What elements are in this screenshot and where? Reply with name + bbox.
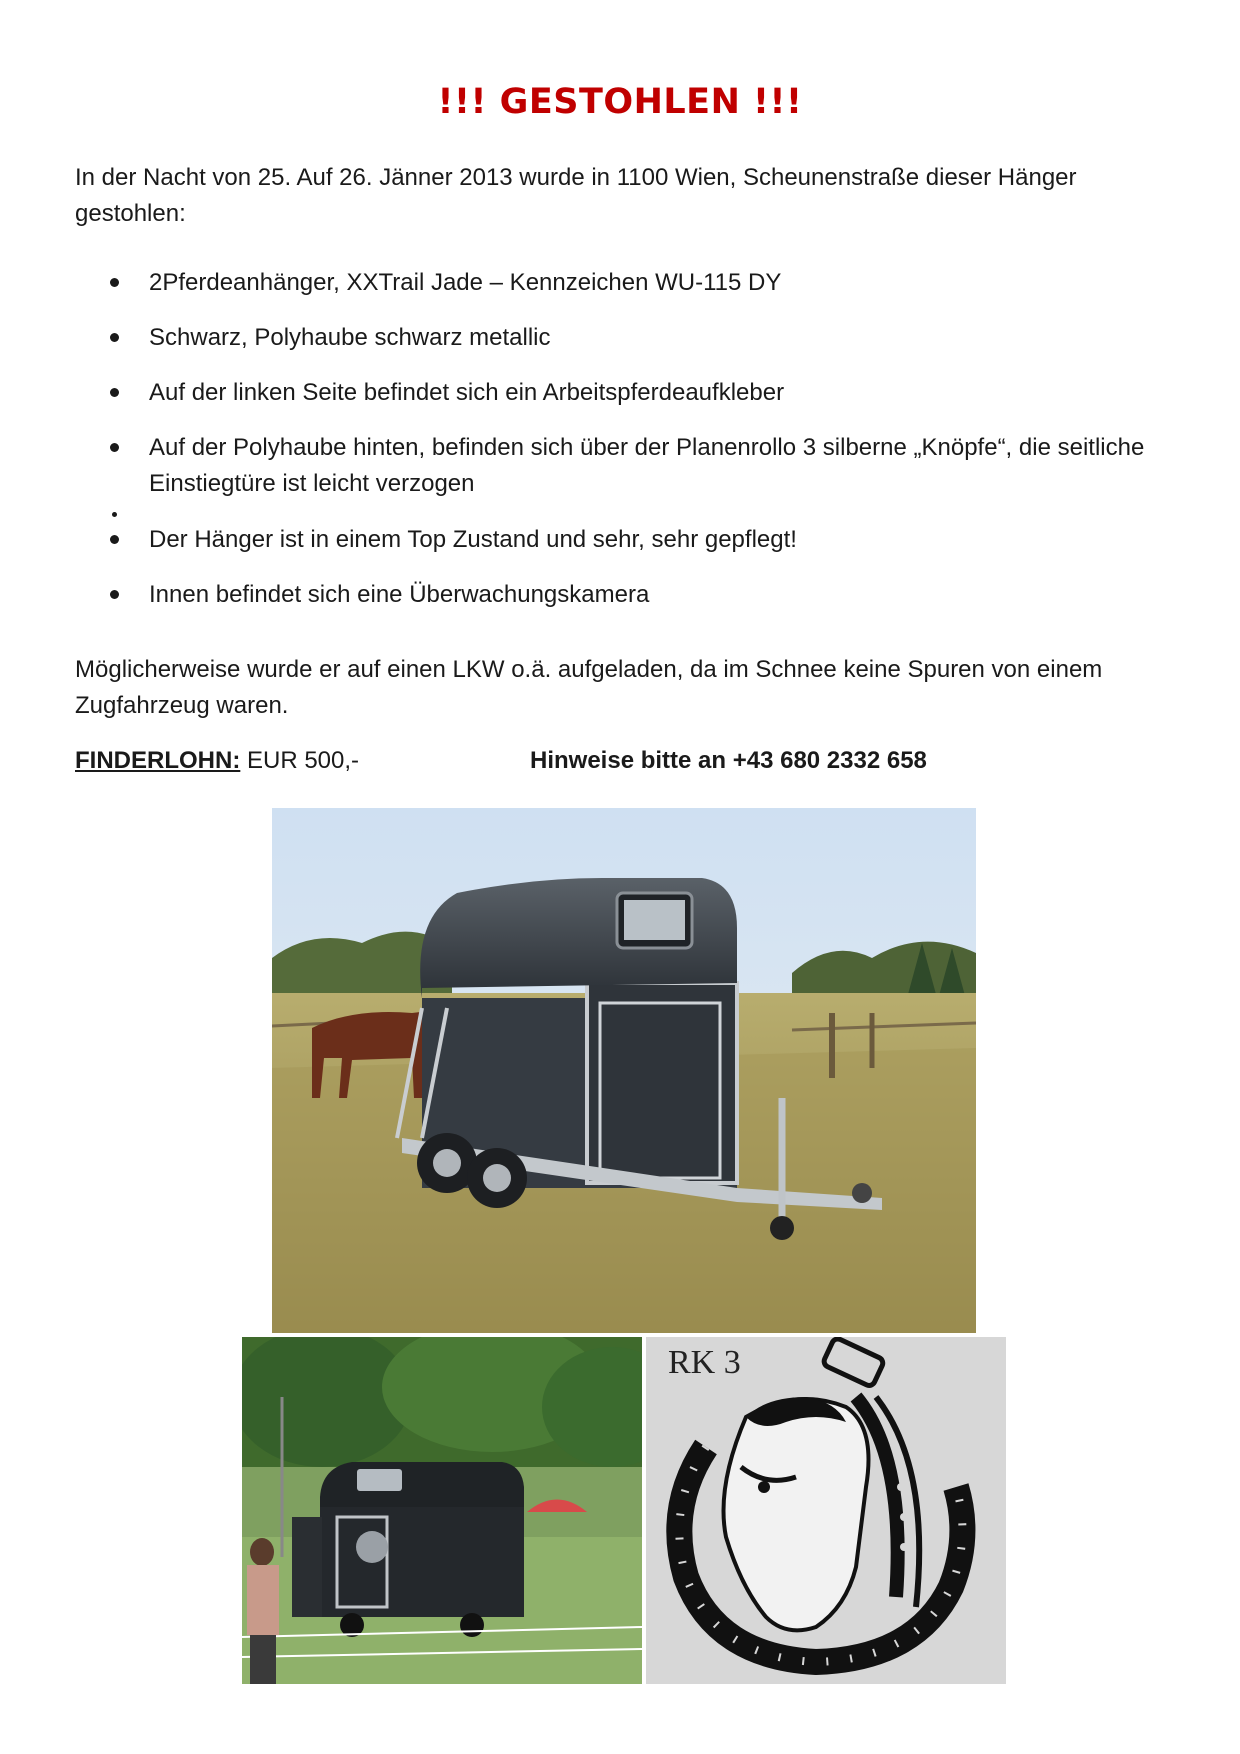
bullet-icon bbox=[110, 333, 119, 342]
page-title: !!! GESTOHLEN !!! bbox=[437, 82, 803, 122]
intro-paragraph: In der Nacht von 25. Auf 26. Jänner 2013 wurde in 1100 Wien, Scheunenstraße dieser Hänger gestohlen: bbox=[75, 164, 1077, 227]
note-paragraph: Möglicherweise wurde er auf einen LKW o.ä. aufgeladen, da im Schnee keine Spuren von einem Zugfahrzeug waren. bbox=[75, 656, 1103, 719]
trailer-photo bbox=[272, 808, 976, 1333]
bullet-icon bbox=[110, 388, 119, 397]
bullet-icon bbox=[110, 590, 119, 599]
reward-value: EUR 500,- bbox=[240, 747, 360, 774]
bullet-icon bbox=[110, 535, 119, 544]
contact-hint: Hinweise bitte an +43 680 2332 658 bbox=[530, 747, 927, 774]
reward-label: FINDERLOHN: bbox=[75, 747, 241, 774]
rk3-logo bbox=[646, 1337, 1006, 1684]
bullet-icon bbox=[110, 278, 119, 287]
logo-text: RK 3 bbox=[668, 1344, 741, 1381]
reward-line bbox=[75, 743, 359, 779]
trailer-photo-field bbox=[242, 1337, 642, 1684]
flyer-page: !!! GESTOHLEN !!! In der Nacht von 25. Auf 26. Jänner 2013 wurde in 1100 Wien, Scheunenstraße dieser Hänger gestohlen: 2Pferdeanhänger, XXTrail Jade – Kennzeichen WU-115 DY Schwarz, Polyhaube schwarz metallic Auf der linken Seite befindet sich ein Arbeitspferdeaufkleber Auf der Polyhaube hinten, befinden sich über der Planenrollo 3 silberne „Knöpfe“, die seitliche Einstiegtüre ist leicht verzogen Der Hänger ist in einem Top Zustand und sehr, sehr gepflegt! Innen befindet sich eine Überwachungskamera Möglicherweise wurde er auf einen LKW o.ä. aufgeladen, da im Schnee keine Spuren von einem Zugfahrzeug waren. FINDERLOHN: EUR 500,- Hinweise bitte an +43 680 2332 658 RK 3 bbox=[0, 0, 1240, 1754]
bullet-icon bbox=[110, 443, 119, 452]
bullet-icon bbox=[112, 512, 117, 517]
